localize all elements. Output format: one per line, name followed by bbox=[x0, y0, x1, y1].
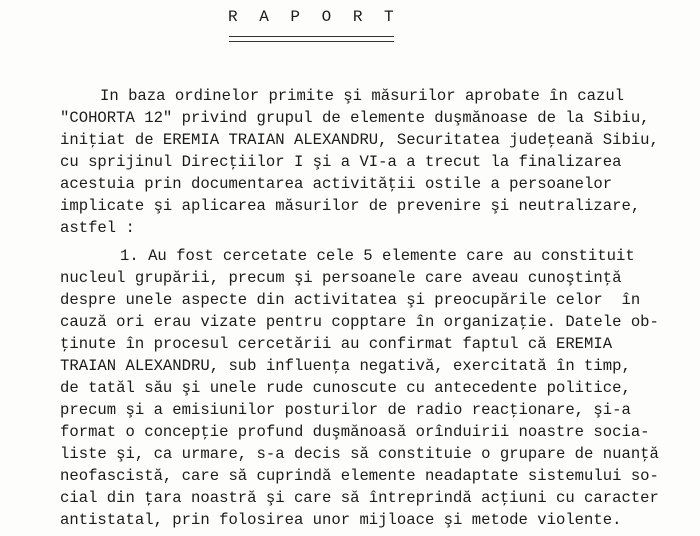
paragraph-2-line-8: precum şi a emisiunilor posturilor de radio reacţionare, şi-a bbox=[60, 401, 631, 419]
paragraph-2-line-13: antistatal, prin folosirea unor mijloace şi metode violente. bbox=[60, 511, 622, 529]
paragraph-2-line-7: de tatăl său şi unele rude cunoscute cu antecedente politice, bbox=[60, 379, 631, 397]
document-title: R A P O R T bbox=[228, 8, 400, 26]
paragraph-1-line-2: "COHORTA 12" privind grupul de elemente duşmănoase de la Sibiu, bbox=[60, 109, 650, 127]
paragraph-2-line-12: cial din ţara noastră şi care să întreprindă acţiuni cu caracter bbox=[60, 489, 659, 507]
paragraph-2-line-11: neofascistă, care să cuprindă elemente neadaptate sistemului so- bbox=[60, 467, 659, 485]
title-double-underline bbox=[229, 36, 394, 42]
paragraph-2-line-1: 1. Au fost cercetate cele 5 elemente care au constituit bbox=[120, 247, 635, 265]
paragraph-2-line-4: cauză ori erau vizate pentru copptare în organizaţie. Datele ob- bbox=[60, 313, 659, 331]
paragraph-1-line-6: implicate şi aplicarea măsurilor de prevenire şi neutralizare, bbox=[60, 197, 641, 215]
paragraph-1-line-4: cu sprijinul Direcţiilor I şi a VI-a a trecut la finalizarea bbox=[60, 153, 622, 171]
paragraph-1-line-1: In baza ordinelor primite şi măsurilor aprobate în cazul bbox=[100, 87, 625, 105]
paragraph-2-line-2: nucleul grupării, precum şi persoanele care aveau cunoştinţă bbox=[60, 269, 622, 287]
paragraph-2-line-9: format o concepţie profund duşmănoasă orînduirii noastre socia- bbox=[60, 423, 650, 441]
paragraph-1-line-3: iniţiat de EREMIA TRAIAN ALEXANDRU, Securitatea judeţeană Sibiu, bbox=[60, 131, 659, 149]
paragraph-2-line-10: liste şi, ca urmare, s-a decis să constituie o grupare de nuanţă bbox=[60, 445, 659, 463]
paragraph-2-line-5: ţinute în procesul cercetării au confirmat faptul că EREMIA bbox=[60, 335, 613, 353]
paragraph-1-line-7: astfel : bbox=[60, 219, 135, 237]
paragraph-2-line-3: despre unele aspecte din activitatea şi preocupările celor în bbox=[60, 291, 641, 309]
paragraph-1-line-5: acestuia prin documentarea activităţii ostile a persoanelor bbox=[60, 175, 613, 193]
paragraph-2-line-6: TRAIAN ALEXANDRU, sub influenţa negativă, exercitată în timp, bbox=[60, 357, 631, 375]
